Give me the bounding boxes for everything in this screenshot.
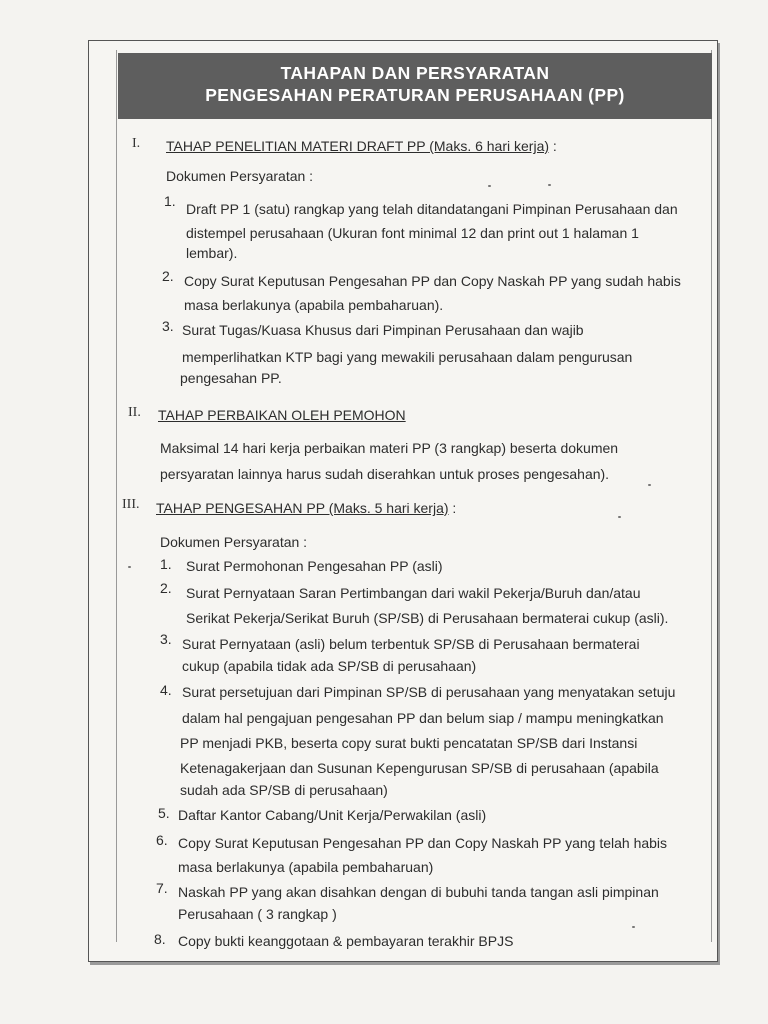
s3-item-7-line-2: Perusahaan ( 3 rangkap ): [178, 906, 337, 922]
scan-speck: [488, 185, 491, 187]
scan-speck: [648, 484, 651, 486]
s3-item-2-number: 2.: [160, 580, 172, 596]
s1-item-1-line-1: Draft PP 1 (satu) rangkap yang telah ditandatangani Pimpinan Perusahaan dan: [186, 201, 678, 217]
header-line-1: TAHAPAN DAN PERSYARATAN: [280, 63, 550, 83]
scan-speck: [632, 926, 635, 928]
s3-item-1-number: 1.: [160, 556, 172, 572]
header-line-2: PENGESAHAN PERATURAN PERUSAHAAN (PP): [205, 85, 625, 105]
s3-item-3-number: 3.: [160, 631, 172, 647]
s1-item-2-line-2: masa berlakunya (apabila pembaharuan).: [184, 297, 444, 313]
section-1-docs-label: Dokumen Persyaratan :: [166, 168, 314, 184]
s3-item-4-line-5: sudah ada SP/SB di perusahaan): [180, 782, 388, 798]
s1-item-2-line-1: Copy Surat Keputusan Pengesahan PP dan Copy Naskah PP yang sudah habis: [184, 273, 681, 289]
section-3-number: III.: [122, 497, 140, 512]
s3-item-1-line-1: Surat Permohonan Pengesahan PP (asli): [186, 558, 443, 574]
s1-item-1-number: 1.: [164, 193, 176, 209]
section-2-number: II.: [128, 405, 141, 420]
s1-item-3-line-3: pengesahan PP.: [180, 370, 282, 386]
s3-item-2-line-2: Serikat Pekerja/Serikat Buruh (SP/SB) di Perusahaan bermaterai cukup (asli).: [186, 610, 669, 626]
scan-speck: [128, 566, 131, 568]
s3-item-4-number: 4.: [160, 682, 172, 698]
section-3-title: [156, 500, 456, 516]
scan-speck: [548, 184, 551, 186]
section-3-title-suffix: :: [448, 500, 457, 516]
section-2-title: [158, 407, 406, 423]
s3-item-8-number: 8.: [154, 931, 166, 947]
s2-line-2: persyaratan lainnya harus sudah diserahkan untuk proses pengesahan).: [160, 466, 610, 482]
s3-item-5-number: 5.: [158, 805, 170, 821]
s3-item-8-line-1: Copy bukti keanggotaan & pembayaran terakhir BPJS: [178, 933, 514, 949]
s3-item-4-line-4: Ketenagakerjaan dan Susunan Kepengurusan SP/SB di perusahaan (apabila: [180, 760, 659, 776]
s3-item-4-line-2: dalam hal pengajuan pengesahan PP dan belum siap / mampu meningkatkan: [182, 710, 664, 726]
s3-item-3-line-2: cukup (apabila tidak ada SP/SB di perusahaan): [182, 658, 477, 674]
s1-item-3-line-1: Surat Tugas/Kuasa Khusus dari Pimpinan Perusahaan dan wajib: [182, 322, 584, 338]
s3-item-6-number: 6.: [156, 832, 168, 848]
s3-item-2-line-1: Surat Pernyataan Saran Pertimbangan dari wakil Pekerja/Buruh dan/atau: [186, 585, 641, 601]
scan-speck: [618, 516, 621, 518]
s1-item-1-line-2: distempel perusahaan (Ukuran font minimal 12 dan print out 1 halaman 1: [186, 225, 639, 241]
s3-item-6-line-1: Copy Surat Keputusan Pengesahan PP dan Copy Naskah PP yang telah habis: [178, 835, 668, 851]
section-2-title-text: TAHAP PERBAIKAN OLEH PEMOHON: [158, 407, 406, 423]
s1-item-2-number: 2.: [162, 268, 174, 284]
s1-item-3-line-2: memperlihatkan KTP bagi yang mewakili perusahaan dalam pengurusan: [182, 349, 633, 365]
s2-line-1: Maksimal 14 hari kerja perbaikan materi PP (3 rangkap) beserta dokumen: [160, 440, 619, 456]
s1-item-1-line-3: lembar).: [186, 245, 238, 261]
section-3-title-text: TAHAP PENGESAHAN PP (Maks. 5 hari kerja): [156, 500, 449, 516]
s3-item-6-line-2: masa berlakunya (apabila pembaharuan): [178, 859, 434, 875]
s3-item-7-number: 7.: [156, 880, 168, 896]
section-1-title-suffix: :: [549, 138, 557, 154]
s3-item-4-line-1: Surat persetujuan dari Pimpinan SP/SB di perusahaan yang menyatakan setuju: [182, 684, 676, 700]
section-1-number: I.: [132, 136, 141, 151]
s3-item-5-line-1: Daftar Kantor Cabang/Unit Kerja/Perwakilan (asli): [178, 807, 487, 823]
s1-item-3-number: 3.: [162, 318, 174, 334]
s3-item-3-line-1: Surat Pernyataan (asli) belum terbentuk SP/SB di Perusahaan bermaterai: [182, 636, 640, 652]
section-3-docs-label: Dokumen Persyaratan :: [160, 534, 308, 550]
section-1-title-text: TAHAP PENELITIAN MATERI DRAFT PP (Maks. 6 hari kerja): [166, 138, 550, 154]
s3-item-7-line-1: Naskah PP yang akan disahkan dengan di bubuhi tanda tangan asli pimpinan: [178, 884, 659, 900]
s3-item-4-line-3: PP menjadi PKB, beserta copy surat bukti pencatatan SP/SB dari Instansi: [180, 735, 638, 751]
section-1-title: [166, 138, 557, 154]
